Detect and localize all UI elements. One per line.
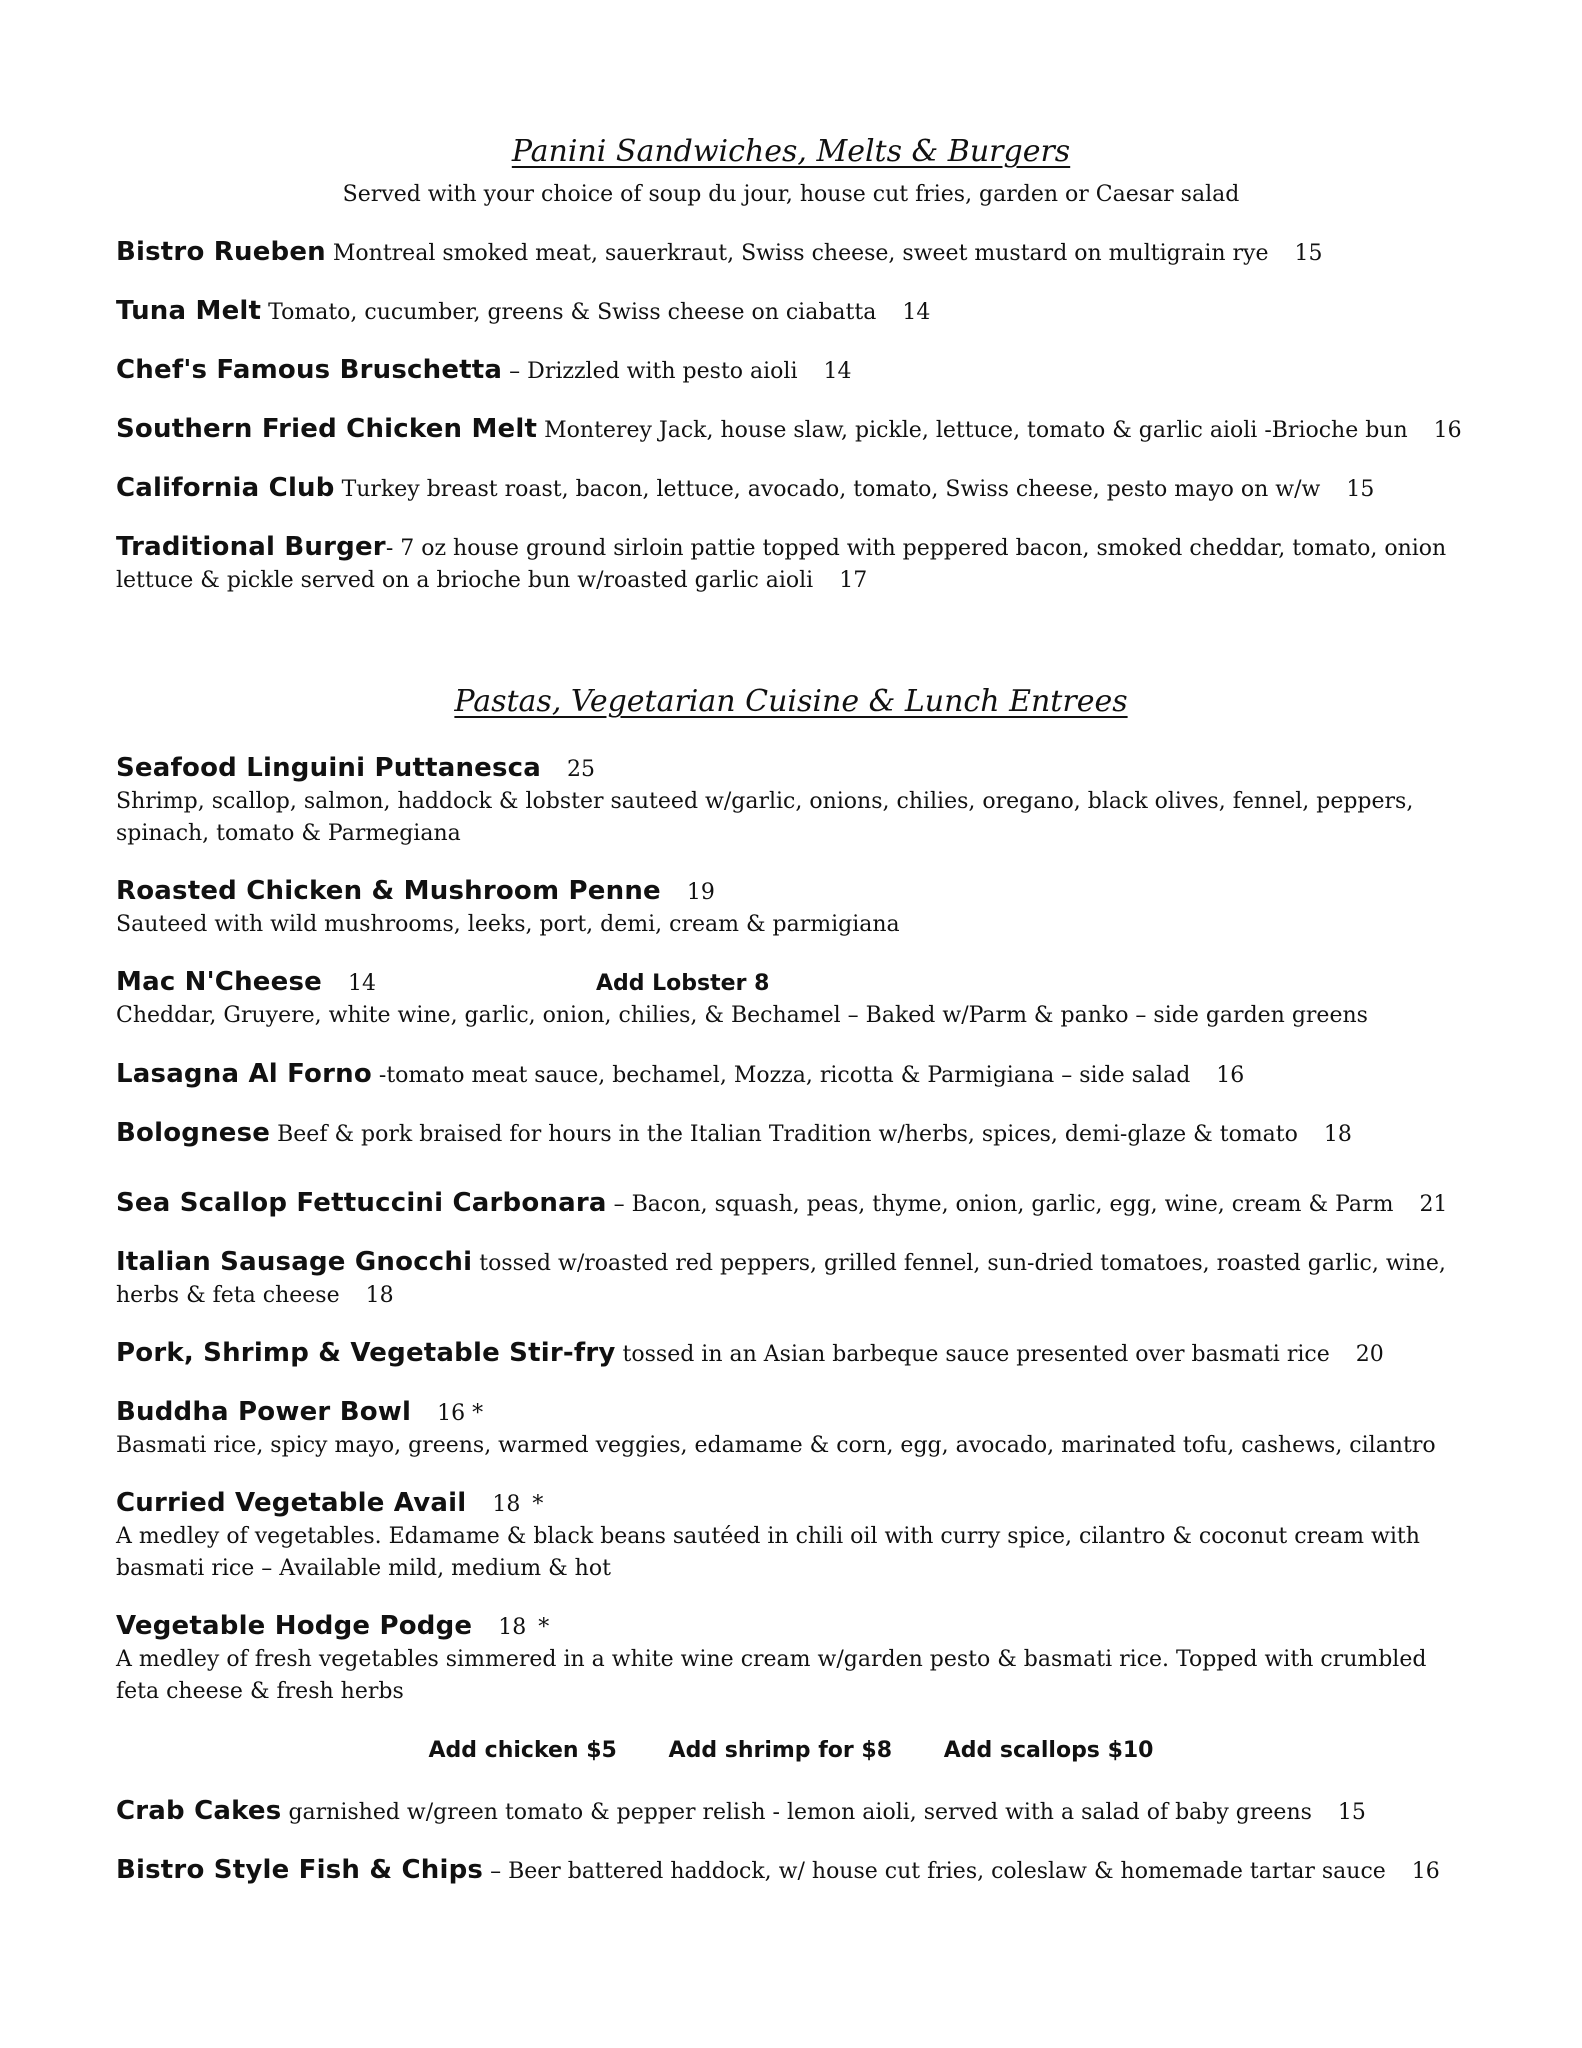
item-desc: – Beer battered haddock, w/ house cut fries, coleslaw & homemade tartar sauce [483, 1859, 1386, 1884]
item-price: 20 [1355, 1342, 1384, 1367]
item-price: 16 [1216, 1063, 1245, 1088]
menu-item [116, 1610, 1476, 1708]
menu-item [116, 413, 1476, 447]
item-desc: Cheddar, Gruyere, white wine, garlic, onion, chilies, & Bechamel – Baked w/Parm & panko – side garden greens [116, 1003, 1368, 1028]
item-name: Buddha Power Bowl [116, 1397, 412, 1427]
item-desc: A medley of fresh vegetables simmered in a white wine cream w/garden pesto & basmati rice. Topped with crumbled feta cheese & fresh herbs [116, 1647, 1427, 1704]
item-price: 15 [1346, 477, 1375, 502]
item-name: Roasted Chicken & Mushroom Penne [116, 876, 661, 906]
menu-item [116, 966, 1476, 1032]
item-star: * [532, 1492, 544, 1517]
item-desc: – Bacon, squash, peas, thyme, onion, garlic, egg, wine, cream & Parm [606, 1192, 1394, 1217]
item-name: Chef's Famous Bruschetta [116, 355, 503, 385]
item-desc: -tomato meat sauce, bechamel, Mozza, ricotta & Parmigiana – side salad [371, 1063, 1191, 1088]
item-price: 14 [347, 971, 376, 996]
item-price: 18 [492, 1492, 521, 1517]
menu-item [116, 752, 1476, 850]
section-title-panini: Panini Sandwiches, Melts & Burgers [511, 134, 1071, 169]
item-name: Seafood Linguini Puttanesca [116, 753, 542, 783]
section-title-pastas: Pastas, Vegetarian Cuisine & Lunch Entrees [454, 684, 1128, 719]
item-price: 17 [839, 568, 868, 593]
menu-item [116, 354, 1476, 388]
item-name: Mac N'Cheese [116, 967, 322, 997]
item-desc: Tomato, cucumber, greens & Swiss cheese on ciabatta [261, 300, 877, 325]
addon-scallops: Add scallops $10 [943, 1738, 1154, 1763]
addon-chicken: Add chicken $5 [428, 1738, 617, 1763]
item-price: 18 [498, 1615, 527, 1640]
item-name: Curried Vegetable Avail [116, 1488, 467, 1518]
menu-item [116, 1795, 1476, 1829]
menu-item [116, 1058, 1476, 1092]
item-price: 18 [1323, 1122, 1352, 1147]
menu-item [116, 875, 1476, 941]
item-price: 16 [1433, 418, 1462, 443]
item-name: Vegetable Hodge Podge [116, 1611, 473, 1641]
menu-item [116, 1117, 1476, 1151]
item-desc: tossed w/roasted red peppers, grilled fennel, sun-dried tomatoes, roasted garlic, wine, herbs & feta cheese [116, 1251, 1446, 1308]
item-desc: – Drizzled with pesto aioli [502, 359, 798, 384]
item-desc: garnished w/green tomato & pepper relish - lemon aioli, served with a salad of baby greens [281, 1800, 1312, 1825]
item-price: 16 [1411, 1859, 1440, 1884]
item-desc: tossed in an Asian barbeque sauce presented over basmati rice [615, 1342, 1330, 1367]
item-price: 14 [902, 300, 931, 325]
menu-item [116, 1396, 1476, 1462]
item-price: 15 [1337, 1800, 1366, 1825]
item-name: Traditional Burger [116, 532, 386, 562]
item-price: 19 [686, 880, 715, 905]
item-desc: Basmati rice, spicy mayo, greens, warmed veggies, edamame & corn, egg, avocado, marinated tofu, cashews, cilantro [116, 1433, 1436, 1458]
item-desc: Beef & pork braised for hours in the Italian Tradition w/herbs, spices, demi-glaze & tomato [270, 1122, 1298, 1147]
item-desc: Sauteed with wild mushrooms, leeks, port, demi, cream & parmigiana [116, 912, 900, 937]
item-price: 16 * [437, 1401, 484, 1426]
item-name: Bolognese [116, 1118, 271, 1148]
item-price: 18 [365, 1283, 394, 1308]
item-name: Italian Sausage Gnocchi [116, 1247, 473, 1277]
addon-shrimp: Add shrimp for $8 [668, 1738, 893, 1763]
item-desc: Shrimp, scallop, salmon, haddock & lobster sauteed w/garlic, onions, chilies, oregano, black olives, fennel, peppers, spinach, tomato & Parmegiana [116, 789, 1414, 846]
menu-item [116, 1487, 1476, 1585]
item-desc: - 7 oz house ground sirloin pattie topped with peppered bacon, smoked cheddar, tomato, onion lettuce & pickle served on a brioche bun w/roasted garlic aioli [116, 536, 1447, 593]
protein-addons [0, 1738, 1582, 1763]
item-name: Pork, Shrimp & Vegetable Stir-fry [116, 1338, 616, 1368]
menu-item [116, 295, 1476, 329]
item-price: 25 [567, 757, 596, 782]
item-star: * [538, 1615, 550, 1640]
item-addon: Add Lobster 8 [595, 971, 770, 996]
item-name: Tuna Melt [116, 296, 262, 326]
item-price: 21 [1419, 1192, 1448, 1217]
menu-item [116, 1337, 1476, 1371]
menu-item [116, 472, 1476, 506]
item-name: Bistro Rueben [116, 237, 326, 267]
item-name: Sea Scallop Fettuccini Carbonara [116, 1188, 607, 1218]
item-desc: Turkey breast roast, bacon, lettuce, avocado, tomato, Swiss cheese, pesto mayo on w/w [334, 477, 1321, 502]
item-name: Crab Cakes [116, 1796, 282, 1826]
section-subtitle-panini: Served with your choice of soup du jour, house cut fries, garden or Caesar salad [342, 182, 1240, 207]
menu-item [116, 1187, 1476, 1221]
menu-item [116, 236, 1476, 270]
item-price: 14 [823, 359, 852, 384]
item-desc: Montreal smoked meat, sauerkraut, Swiss cheese, sweet mustard on multigrain rye [325, 241, 1269, 266]
menu-item [116, 1246, 1476, 1312]
item-name: Lasagna Al Forno [116, 1059, 372, 1089]
item-name: California Club [116, 473, 335, 503]
item-name: Southern Fried Chicken Melt [116, 414, 538, 444]
menu-item [116, 531, 1476, 597]
item-desc: Monterey Jack, house slaw, pickle, lettuce, tomato & garlic aioli -Brioche bun [537, 418, 1408, 443]
item-price: 15 [1294, 241, 1323, 266]
item-name: Bistro Style Fish & Chips [116, 1855, 484, 1885]
menu-item [116, 1854, 1476, 1888]
item-desc: A medley of vegetables. Edamame & black beans sautéed in chili oil with curry spice, cilantro & coconut cream with basmati rice – Available mild, medium & hot [116, 1524, 1420, 1581]
